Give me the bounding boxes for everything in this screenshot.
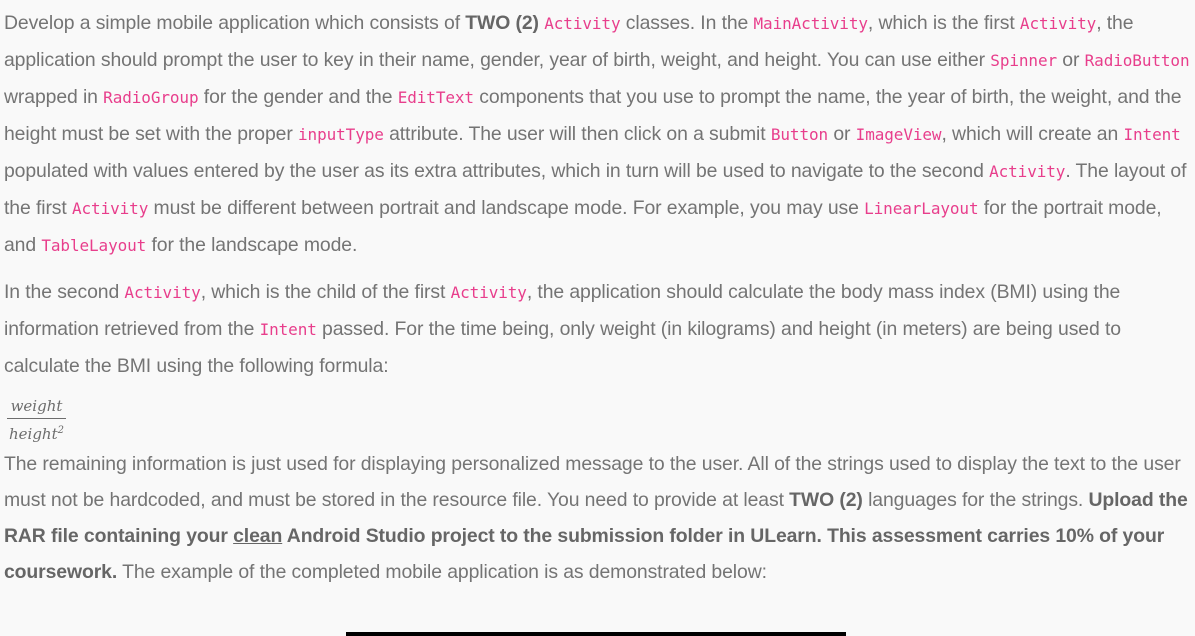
code-activity: Activity xyxy=(124,283,201,302)
text: , which is the first xyxy=(867,12,1020,34)
text: , which will create an xyxy=(941,123,1124,145)
text: In the second xyxy=(4,281,125,303)
paragraph-remaining-information xyxy=(4,446,1194,590)
text: Upload the RAR file containing your xyxy=(4,489,1188,547)
text: or xyxy=(1057,49,1085,71)
text: , the application should calculate the body mass index (BMI) using the information retrieved from the xyxy=(4,281,1121,340)
text: Android Studio project to the submission folder in ULearn. This assessment carries 10% of your coursework. xyxy=(4,525,1165,583)
text: . The layout of the first xyxy=(4,160,1187,219)
denominator-text: height xyxy=(9,425,58,443)
code-radiogroup: RadioGroup xyxy=(103,88,199,107)
code-edittext: EditText xyxy=(397,88,474,107)
text: populated with values entered by the user as its extra attributes, which in turn will be used to navigate to the second xyxy=(4,160,990,182)
underlined-text: clean xyxy=(233,525,283,547)
code-activity: Activity xyxy=(989,162,1066,181)
text: components that you use to prompt the name, the year of birth, the weight, and the height must be set with the proper xyxy=(4,86,1182,145)
code-intent: Intent xyxy=(1123,125,1181,144)
text: classes. In the xyxy=(620,12,754,34)
text: passed. For the time being, only weight (in kilograms) and height (in meters) are being used to calculate the BMI using the following formula: xyxy=(4,318,1121,377)
code-activity: Activity xyxy=(450,283,527,302)
text: for the portrait mode, and xyxy=(4,197,1162,256)
text: languages for the strings. xyxy=(862,489,1089,511)
paragraph-second-activity xyxy=(4,274,1194,384)
code-button: Button xyxy=(770,125,829,144)
code-imageview: ImageView xyxy=(855,125,942,144)
code-activity: Activity xyxy=(544,14,621,33)
code-linearlayout: LinearLayout xyxy=(864,199,979,218)
code-radiobutton: RadioButton xyxy=(1084,51,1190,70)
example-image-frame xyxy=(346,632,846,636)
code-intent: Intent xyxy=(259,320,317,339)
code-activity: Activity xyxy=(1019,14,1097,33)
paragraph-requirements-first-activity xyxy=(4,5,1194,264)
exponent: 2 xyxy=(57,425,65,436)
text: must be different between portrait and landscape mode. For example, you may use xyxy=(148,197,865,219)
code-spinner: Spinner xyxy=(990,51,1058,70)
formula-numerator: weight xyxy=(10,397,63,415)
formula-denominator xyxy=(7,419,66,444)
text: Develop a simple mobile application which consists of xyxy=(4,12,466,34)
text: for the landscape mode. xyxy=(146,234,358,256)
text: attribute. The user will then click on a submit xyxy=(383,123,771,145)
code-inputtype: inputType xyxy=(298,125,384,144)
code-activity: Activity xyxy=(71,199,149,218)
code-mainactivity: MainActivity xyxy=(753,14,868,33)
text: , which is the child of the first xyxy=(200,281,451,303)
code-tablelayout: TableLayout xyxy=(41,236,147,255)
bmi-formula xyxy=(7,396,66,444)
text: or xyxy=(828,123,856,145)
text: The remaining information is just used for displaying personalized message to the user. All of the strings used to display the text to the user must not be hardcoded, and must be stored in the resource file. You need to provide at least xyxy=(4,453,1181,511)
bold-text: TWO (2) xyxy=(789,489,863,511)
assignment-document xyxy=(4,5,1194,600)
text: for the gender and the xyxy=(198,86,398,108)
bold-text: TWO (2) xyxy=(465,12,539,34)
text: , the application should prompt the user to key in their name, gender, year of birth, weight, and height. You can use either xyxy=(4,12,1134,71)
text: wrapped in xyxy=(4,86,104,108)
text: The example of the completed mobile application is as demonstrated below: xyxy=(117,561,767,583)
